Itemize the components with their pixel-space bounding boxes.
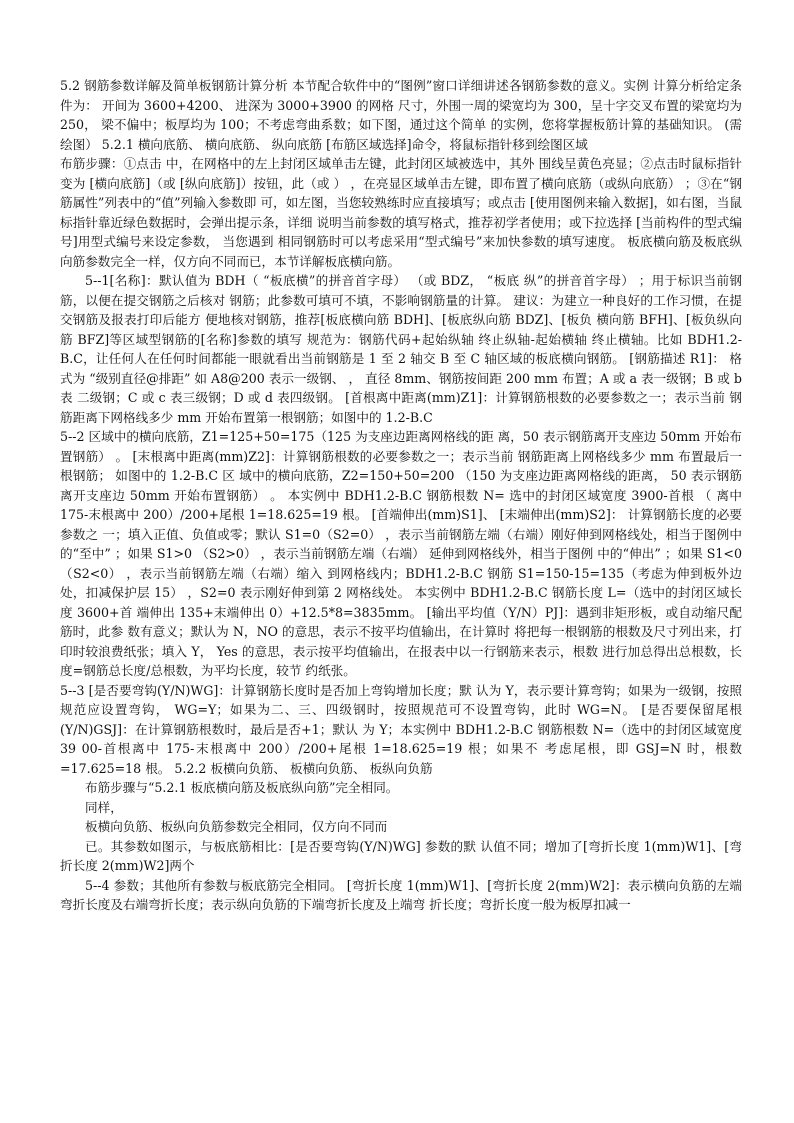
paragraph-5: 5--3 [是否要弯钩(Y/N)WG]：计算钢筋长度时是否加上弯钩增加长度；默 认为 Y，表示要计算弯钩；如果为一级钢，按照规范应设置弯钩， WG=Y；如果为二、三、四级钢时，按照规范可不设置弯钩，此时 WG=N。 [是否要保留尾根(Y/N)GSJ]：在计算钢筋根数时，最后是否+1；默认 为 Y；本实例中 BDH1.2-B.C 钢筋根数 N=（选中的封闭区域宽度 39 00-首根离中 175-末根离中 200）/200+尾根 1=18.625=19 根；如果不 考虑尾根，即 GSJ=N 时，根数=17.625=18 根。 5.2.2 板横向负筋、 板横向负筋、 板纵向负筋 [60,682,742,776]
paragraph-7: 同样， [85,799,123,815]
paragraph-1: 5.2 钢筋参数详解及简单板钢筋计算分析 本节配合软件中的“图例”窗口详细讲述各钢筋参数的意义。实例 计算分析给定条件为： 开间为 3600+4200、 进深为 3000+3900 的网格 尺寸，外围一周的梁宽均为 300，呈十字交叉布置的梁宽均为 250， 梁不偏中；板厚均为 100；不考虑弯曲系数；如下图，通过这个简单 的实例，您将掌握板筋计算的基础知识。 (需绘图） 5.2.1 横向底筋、 横向底筋、 纵向底筋 [布筋区域选择]命令，将鼠标指针移到绘图区域 [60,78,742,152]
paragraph-10: 5--4 参数；其他所有参数与板底筋完全相同。 [弯折长度 1(mm)W1]、[弯折长度 2(mm)W2]：表示横向负筋的左端 弯折长度及右端弯折长度；表示纵向负筋的下端弯折长度及上端弯 折长度；弯折长度一般为板厚扣减一 [60,877,742,912]
document-body [60,76,742,915]
paragraph-8: 板横向负筋、板纵向负筋参数完全相同，仅方向不同而 [85,819,388,834]
paragraph-2: 布筋步骤：①点击 中，在网格中的左上封闭区域单击左键，此封闭区域被选中，其外 围线呈黄色亮显；②点击时鼠标指针变为 [横向底筋]（或 [纵向底筋]）按钮，此（或 ） ，在亮显区域单击左键，即布置了横向底筋（或纵向底筋） ；③在“钢筋属性”列表中的“值”列输入参数即 可，如左图，当您较熟练时应直接填写；或点击 [使用图例来输入数据]，如右图，当鼠标指针靠近绿色数据时，会弹出提示条，详细 说明当前参数的填写格式，推荐初学者使用；或下拉选择 [当前构件的型式编号]用型式编号来设定参数， 当您遇到 相同钢筋时可以考虑采用“型式编号”来加快参数的填写速度。 板底横向筋及板底纵向筋参数完全一样，仅方向不同而已，本节详解板底横向筋。 [60,156,742,269]
paragraph-9: 已。其参数如图示，与板底筋相比：[是否要弯钩(Y/N)WG] 参数的默 认值不同；增加了[弯折长度 1(mm)W1]、[弯折长度 2(mm)W2]两个 [60,838,742,873]
paragraph-4: 5--2 区域中的横向底筋，Z1=125+50=175（125 为支座边距离网格线的距 离，50 表示钢筋离开支座边 50mm 开始布置钢筋） 。 [末根离中距离(mm)Z2]：计算钢筋根数的必要参数之一；表示当前 钢筋距离上网格线多少 mm 布置最后一根钢筋； 如图中的 1.2-B.C 区 域中的横向底筋，Z2=150+50=200 （150 为支座边距离网格线的距离， 50 表示钢筋离开支座边 50mm 开始布置钢筋） 。 本实例中 BDH1.2-B.C 钢筋根数 N= 选中的封闭区域宽度 3900-首根 （ 离中 175-末根离中 200）/200+尾根 1=18.625=19 根。 [首端伸出(mm)S1]、 [末端伸出(mm)S2]： 计算钢筋长度的必要参数之 一；填入正值、负值或零；默认 S1=0（S2=0） ，表示当前钢筋左端（右端）刚好伸到网格线处，相当于图例中的“至中” ；如果 S1>0 （S2>0） ，表示当前钢筋左端（右端） 延伸到网格线外，相当于图例 中的“伸出” ；如果 S1<0（S2<0） ，表示当前钢筋左端（右端）缩入 到网格线内；BDH1.2-B.C 钢筋 S1=150-15=135（考虑为伸到板外边 处，扣减保护层 15） ，S2=0 表示刚好伸到第 2 网格线处。 本实例中 BDH1.2-B.C 钢筋长度 L=（选中的封闭区域长度 3600+首 端伸出 135+末端伸出 0）+12.5*8=3835mm。 [输出平均值（Y/N）PJ]：遇到非矩形板，或自动缩尺配筋时，此参 数有意义；默认为 N，NO 的意思，表示不按平均值输出，在计算时 将把每一根钢筋的根数及尺寸列出来，打印时较浪费纸张；填入 Y， Yes 的意思，表示按平均值输出，在报表中以一行钢筋来表示，根数 进行加总得出总根数，长度=钢筋总长度/总根数，为平均长度，较节 约纸张。 [60,429,742,678]
paragraph-6: 布筋步骤与“5.2.1 板底横向筋及板底纵向筋”完全相同。 [85,780,399,795]
paragraph-3: 5--1[名称]：默认值为 BDH（ “板底横”的拼音首字母） （或 BDZ， “板底 纵”的拼音首字母） ；用于标识当前钢筋，以便在提交钢筋之后核对 钢筋；此参数可填可不填，不影响钢筋量的计算。 建议：为建立一种良好的工作习惯，在提交钢筋及报表打印后能方 便地核对钢筋，推荐[板底横向筋 BDH]、[板底纵向筋 BDZ]、[板负 横向筋 BFH]、[板负纵向筋 BFZ]等区域型钢筋的[名称]参数的填写 规范为：钢筋代码+起始纵轴 终止纵轴-起始横轴 终止横轴。比如 BDH1.2-B.C，让任何人在任何时间都能一眼就看出当前钢筋是 1 至 2 轴交 B 至 C 轴区域的板底横向钢筋。 [钢筋描述 R1]： 格式为 “级别直径@排距” 如 A8@200 表示一级钢、 ， 直径 8mm、钢筋按间距 200 mm 布置；A 或 a 表一级钢；B 或 b 表 二级钢；C 或 c 表三级钢；D 或 d 表四级钢。 [首根离中距离(mm)Z1]：计算钢筋根数的必要参数之一；表示当前 钢筋距离下网格线多少 mm 开始布置第一根钢筋；如图中的 1.2-B.C [60,273,742,425]
